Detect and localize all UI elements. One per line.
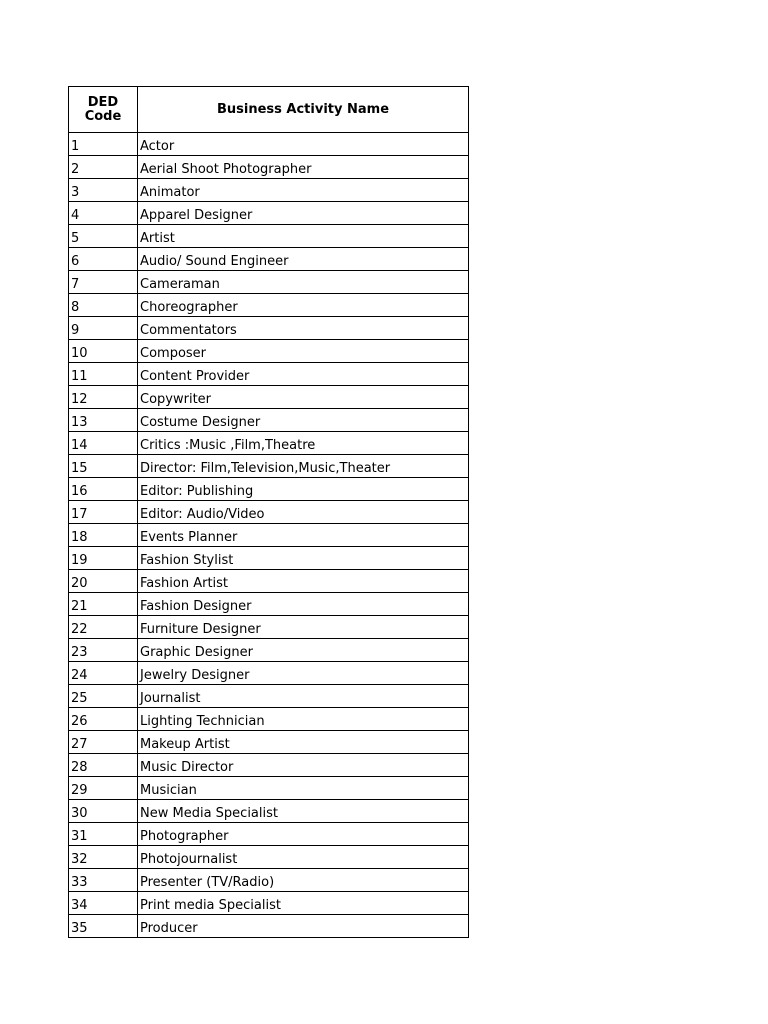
ded-code-cell: 7 bbox=[69, 271, 138, 294]
table-row bbox=[69, 892, 469, 915]
ded-code-cell: 19 bbox=[69, 547, 138, 570]
activity-name-cell: Copywriter bbox=[138, 386, 469, 409]
table-row bbox=[69, 777, 469, 800]
table-row bbox=[69, 225, 469, 248]
ded-code-cell: 2 bbox=[69, 156, 138, 179]
table-row bbox=[69, 823, 469, 846]
activity-name-cell: Animator bbox=[138, 179, 469, 202]
activity-name-cell: Musician bbox=[138, 777, 469, 800]
table-row bbox=[69, 501, 469, 524]
table-row bbox=[69, 800, 469, 823]
activity-name-cell: New Media Specialist bbox=[138, 800, 469, 823]
table-row bbox=[69, 432, 469, 455]
table-row bbox=[69, 708, 469, 731]
ded-code-cell: 10 bbox=[69, 340, 138, 363]
ded-code-cell: 15 bbox=[69, 455, 138, 478]
activity-name-cell: Producer bbox=[138, 915, 469, 938]
ded-code-cell: 33 bbox=[69, 869, 138, 892]
ded-code-cell: 9 bbox=[69, 317, 138, 340]
activity-name-cell: Photographer bbox=[138, 823, 469, 846]
activity-name-cell: Critics :Music ,Film,Theatre bbox=[138, 432, 469, 455]
ded-code-cell: 27 bbox=[69, 731, 138, 754]
table-row bbox=[69, 662, 469, 685]
activity-name-cell: Presenter (TV/Radio) bbox=[138, 869, 469, 892]
activity-name-cell: Commentators bbox=[138, 317, 469, 340]
table-row bbox=[69, 271, 469, 294]
ded-code-cell: 25 bbox=[69, 685, 138, 708]
table-row bbox=[69, 754, 469, 777]
ded-code-cell: 14 bbox=[69, 432, 138, 455]
ded-code-cell: 26 bbox=[69, 708, 138, 731]
activity-name-cell: Composer bbox=[138, 340, 469, 363]
activity-name-header: Business Activity Name bbox=[138, 87, 469, 133]
activity-name-cell: Choreographer bbox=[138, 294, 469, 317]
ded-code-cell: 20 bbox=[69, 570, 138, 593]
ded-code-cell: 34 bbox=[69, 892, 138, 915]
ded-code-cell: 12 bbox=[69, 386, 138, 409]
ded-code-cell: 21 bbox=[69, 593, 138, 616]
table-body bbox=[69, 133, 469, 938]
activity-name-cell: Director: Film,Television,Music,Theater bbox=[138, 455, 469, 478]
table-row bbox=[69, 846, 469, 869]
table-row bbox=[69, 179, 469, 202]
activity-name-cell: Lighting Technician bbox=[138, 708, 469, 731]
activity-name-cell: Fashion Artist bbox=[138, 570, 469, 593]
ded-code-cell: 16 bbox=[69, 478, 138, 501]
table-row bbox=[69, 547, 469, 570]
ded-code-cell: 35 bbox=[69, 915, 138, 938]
activity-name-cell: Cameraman bbox=[138, 271, 469, 294]
ded-code-cell: 13 bbox=[69, 409, 138, 432]
activity-name-cell: Furniture Designer bbox=[138, 616, 469, 639]
table-row bbox=[69, 363, 469, 386]
ded-code-cell: 32 bbox=[69, 846, 138, 869]
ded-code-cell: 18 bbox=[69, 524, 138, 547]
table-row bbox=[69, 869, 469, 892]
activity-name-cell: Events Planner bbox=[138, 524, 469, 547]
table-row bbox=[69, 248, 469, 271]
table-row bbox=[69, 340, 469, 363]
activity-name-cell: Audio/ Sound Engineer bbox=[138, 248, 469, 271]
ded-code-cell: 28 bbox=[69, 754, 138, 777]
ded-code-cell: 23 bbox=[69, 639, 138, 662]
table-row bbox=[69, 455, 469, 478]
activity-name-cell: Graphic Designer bbox=[138, 639, 469, 662]
table-row bbox=[69, 915, 469, 938]
table-header-row bbox=[69, 87, 469, 133]
table-row bbox=[69, 685, 469, 708]
business-activity-table bbox=[68, 86, 469, 938]
activity-name-cell: Makeup Artist bbox=[138, 731, 469, 754]
activity-name-cell: Print media Specialist bbox=[138, 892, 469, 915]
ded-code-cell: 4 bbox=[69, 202, 138, 225]
activity-name-cell: Editor: Publishing bbox=[138, 478, 469, 501]
activity-name-cell: Artist bbox=[138, 225, 469, 248]
table-row bbox=[69, 386, 469, 409]
activity-name-cell: Actor bbox=[138, 133, 469, 156]
ded-code-cell: 29 bbox=[69, 777, 138, 800]
activity-name-cell: Aerial Shoot Photographer bbox=[138, 156, 469, 179]
ded-code-cell: 1 bbox=[69, 133, 138, 156]
ded-code-cell: 22 bbox=[69, 616, 138, 639]
activity-name-cell: Fashion Designer bbox=[138, 593, 469, 616]
table-row bbox=[69, 133, 469, 156]
ded-code-cell: 11 bbox=[69, 363, 138, 386]
ded-code-header bbox=[69, 87, 138, 133]
table-row bbox=[69, 616, 469, 639]
activity-name-cell: Jewelry Designer bbox=[138, 662, 469, 685]
ded-code-cell: 31 bbox=[69, 823, 138, 846]
activity-name-cell: Content Provider bbox=[138, 363, 469, 386]
table-row bbox=[69, 524, 469, 547]
activity-name-cell: Journalist bbox=[138, 685, 469, 708]
table-row bbox=[69, 156, 469, 179]
table-row bbox=[69, 478, 469, 501]
ded-code-cell: 3 bbox=[69, 179, 138, 202]
activity-name-cell: Costume Designer bbox=[138, 409, 469, 432]
ded-code-cell: 17 bbox=[69, 501, 138, 524]
activity-name-cell: Music Director bbox=[138, 754, 469, 777]
table-row bbox=[69, 294, 469, 317]
table-row bbox=[69, 570, 469, 593]
activity-name-cell: Apparel Designer bbox=[138, 202, 469, 225]
table-row bbox=[69, 317, 469, 340]
activity-name-cell: Fashion Stylist bbox=[138, 547, 469, 570]
ded-code-cell: 5 bbox=[69, 225, 138, 248]
ded-code-cell: 8 bbox=[69, 294, 138, 317]
table-row bbox=[69, 731, 469, 754]
ded-code-header-line1: DED bbox=[87, 94, 119, 110]
ded-code-header-line2: Code bbox=[84, 108, 122, 124]
table-row bbox=[69, 202, 469, 225]
table-row bbox=[69, 639, 469, 662]
ded-code-cell: 6 bbox=[69, 248, 138, 271]
ded-code-cell: 30 bbox=[69, 800, 138, 823]
ded-code-cell: 24 bbox=[69, 662, 138, 685]
table-row bbox=[69, 409, 469, 432]
activity-name-cell: Editor: Audio/Video bbox=[138, 501, 469, 524]
activity-name-cell: Photojournalist bbox=[138, 846, 469, 869]
table-row bbox=[69, 593, 469, 616]
